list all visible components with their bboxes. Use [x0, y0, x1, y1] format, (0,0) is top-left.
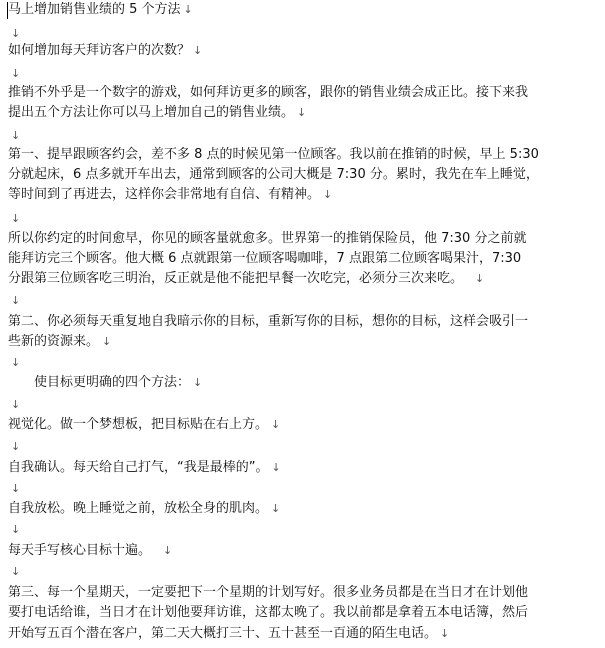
paragraph-text: 第二、你必须每天重复地自我暗示你的目标，重新写你的目标，想你的目标，这样会吸引一 [8, 314, 529, 329]
paragraph-text: 第一、提早跟顾客约会，差不多 8 点的时候见第一位顾客。我以前在推销的时候，早上 5:30 [8, 147, 539, 162]
line-break-icon: ↓ [102, 335, 112, 348]
line-break-icon: ↓ [11, 129, 21, 142]
empty-line [8, 66, 20, 82]
empty-line [8, 522, 20, 538]
method-item-4 [8, 543, 172, 559]
line-break-icon: ↓ [193, 44, 203, 57]
second-line-1 [8, 314, 528, 330]
paragraph-text: 第三、每一个星期天，一定要把下一个星期的计划写好。很多业务员都是在当日才在计划他 [8, 585, 529, 600]
third-line-1 [8, 585, 528, 601]
line-break-icon: ↓ [297, 106, 307, 119]
first-cont-line-2 [8, 251, 521, 267]
line-break-icon: ↓ [475, 272, 485, 285]
line-break-icon: ↓ [11, 356, 21, 369]
third-line-3 [8, 626, 449, 642]
document-title-text: 马上增加销售业绩的 5 个方法 [8, 2, 181, 17]
empty-line [8, 564, 20, 580]
line-break-icon: ↓ [11, 565, 21, 578]
empty-line [8, 397, 20, 413]
first-cont-line-3 [8, 271, 484, 287]
paragraph-text: 等时间到了再进去，这样你会非常地有自信、有精神。 [8, 187, 321, 202]
empty-line [8, 128, 20, 144]
method-text: 视觉化。做一个梦想板，把目标贴在右上方。 [8, 417, 269, 432]
line-break-icon: ↓ [183, 3, 193, 16]
line-break-icon: ↓ [11, 294, 21, 307]
methods-heading [34, 375, 202, 391]
method-text: 自我确认。每天给自己打气，“我是最棒的”。 [8, 460, 269, 475]
method-text: 每天手写核心目标十遍。 [8, 543, 152, 558]
first-line-3 [8, 187, 332, 203]
line-break-icon: ↓ [271, 502, 281, 515]
empty-line [8, 26, 20, 42]
line-break-icon: ↓ [271, 418, 281, 431]
line-break-icon: ↓ [11, 523, 21, 536]
line-break-icon: ↓ [11, 67, 21, 80]
method-item-2 [8, 460, 281, 476]
empty-line [8, 355, 20, 371]
paragraph-text: 提出五个方法让你可以马上增加自己的销售业绩。 [8, 105, 295, 120]
line-break-icon: ↓ [11, 398, 21, 411]
paragraph-text: 所以你约定的时间愈早，你见的顾客量就愈多。世界第一的推销保险员，他 7:30 分之前就 [8, 231, 527, 246]
line-break-icon: ↓ [11, 212, 21, 225]
empty-line [8, 439, 20, 455]
line-break-icon: ↓ [440, 627, 450, 640]
line-break-icon: ↓ [11, 27, 21, 40]
second-line-2 [8, 334, 111, 350]
paragraph-text: 分就起床，6 点多就开车出去，通常到顾客的公司大概是 7:30 分。累时，我先在车上睡觉， [8, 167, 539, 182]
first-line-1 [8, 147, 539, 163]
question-line [8, 43, 202, 59]
empty-line [8, 481, 20, 497]
line-break-icon: ↓ [11, 482, 21, 495]
intro-line-1 [8, 85, 528, 101]
third-line-2 [8, 605, 528, 621]
intro-line-2 [8, 105, 306, 121]
line-break-icon: ↓ [323, 188, 333, 201]
empty-line [8, 293, 20, 309]
paragraph-text: 些新的资源来。 [8, 334, 100, 349]
method-item-1 [8, 417, 280, 433]
method-item-3 [8, 501, 280, 517]
paragraph-text: 分跟第三位顾客吃三明治，反正就是他不能把早餐一次吃完，必须分三次来吃。 [8, 271, 464, 286]
line-break-icon: ↓ [271, 461, 281, 474]
empty-line [8, 211, 20, 227]
line-break-icon: ↓ [11, 440, 21, 453]
paragraph-text: 开始写五百个潜在客户，第二天大概打三十、五十甚至一百通的陌生电话。 [8, 626, 438, 641]
document-title [8, 2, 193, 18]
question-text: 如何增加每天拜访客户的次数？ [8, 43, 191, 58]
first-cont-line-1 [8, 231, 526, 247]
paragraph-text: 推销不外乎是一个数字的游戏，如何拜访更多的顾客，跟你的销售业绩会成正比。接下来我 [8, 85, 529, 100]
first-line-2 [8, 167, 539, 183]
paragraph-text: 能拜访完三个顾客。他大概 6 点就跟第一位顾客喝咖啡，7 点跟第二位顾客喝果汁，7:30 [8, 251, 522, 266]
methods-heading-text: 使目标更明确的四个方法： [34, 375, 191, 390]
line-break-icon: ↓ [193, 376, 203, 389]
paragraph-text: 要打电话给谁，当日才在计划他要拜访谁，这都太晚了。我以前都是拿着五本电话簿，然后 [8, 605, 529, 620]
line-break-icon: ↓ [163, 544, 173, 557]
method-text: 自我放松。晚上睡觉之前，放松全身的肌肉。 [8, 501, 269, 516]
